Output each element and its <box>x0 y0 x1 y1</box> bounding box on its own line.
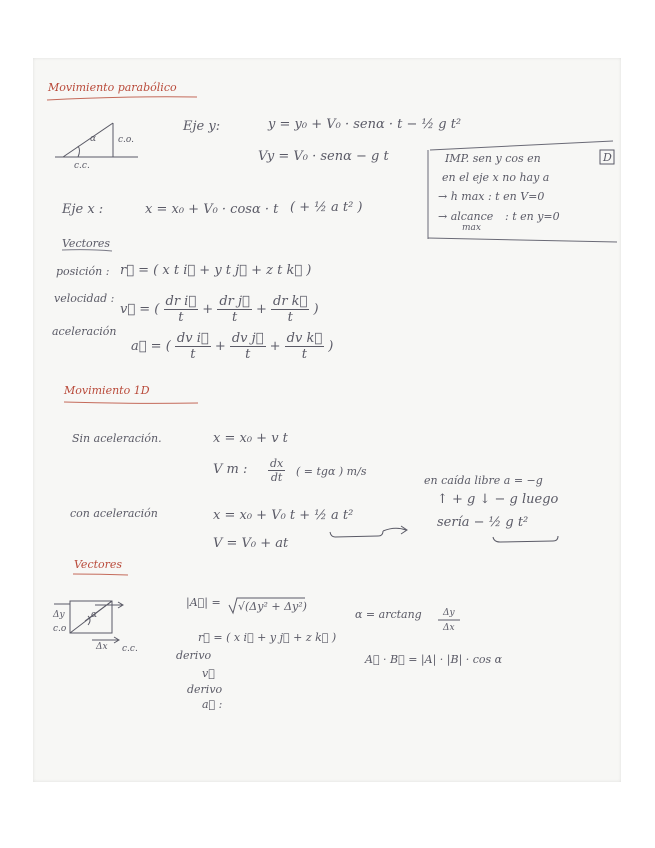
caida-libre-line-1: en caída libre a = −g <box>424 474 543 487</box>
triangle-adjacent: c.c. <box>74 161 90 171</box>
vel-term-j: $\frac{\text{dr j⃗}}{t}$ <box>219 294 250 325</box>
vm-denominator: dt <box>270 471 283 484</box>
vy-equation: Vy = V₀ · senα − g t <box>258 149 389 164</box>
con-aceleracion-equation: x = x₀ + V₀ t + ½ a t² <box>213 508 354 523</box>
vector-cc: c.c. <box>122 644 138 654</box>
section-title-1d: Movimiento 1D <box>64 384 150 397</box>
velocidad-prefix: v⃗ = ( <box>120 302 160 317</box>
v-vector: v⃗ <box>202 667 215 680</box>
velocidad-label: velocidad : <box>54 292 115 305</box>
note-line-2: en el eje x no hay a <box>442 171 550 184</box>
velocidad-equation: v⃗ = ( $\frac{\text{dr i⃗}}{t}$ + $\frac{\text{dr j⃗}}{t}$ + $\frac{\text{dr k⃗}}{t}$ ) <box>120 294 319 325</box>
acc-term-j: $\frac{\text{dv j⃗}}{t}$ <box>231 331 264 362</box>
vel-term-i: $\frac{\text{dr i⃗}}{t}$ <box>165 294 197 325</box>
section-title-vectores-1: Vectores <box>62 237 111 250</box>
eje-y-equation: y = y₀ + V₀ · senα · t − ½ g t² <box>268 117 462 132</box>
aceleracion-equation: a⃗ = ( $\frac{\text{dv i⃗}}{t}$ + $\frac{\text{dv j⃗}}{t}$ + $\frac{\text{dv k⃗}}{t}$ ) <box>131 331 334 362</box>
vector-delta-x: Δx <box>96 642 108 652</box>
vm-rest: ( = tgα ) m/s <box>296 465 367 478</box>
vm-fraction <box>268 458 285 483</box>
eje-x-extra: ( + ½ a t² ) <box>290 200 363 215</box>
dot-product-equation: A⃗ · B⃗ = |A| · |B| · cos α <box>365 653 503 666</box>
section-title-parabolic: Movimiento parabólico <box>48 81 177 94</box>
eje-x-label: Eje x : <box>62 202 104 217</box>
vm-label: V m : <box>213 462 248 477</box>
eje-x-equation: x = x₀ + V₀ · cosα · t <box>145 202 279 217</box>
vector-delta-y: Δy <box>53 610 65 620</box>
note-line-3: → h max : t en V=0 <box>438 190 545 203</box>
note-line-4b: : t en y=0 <box>505 210 560 223</box>
alpha-equation: α = arctang <box>355 608 422 621</box>
r-vector-equation: r⃗ = ( x i⃗ + y j⃗ + z k⃗ ) <box>198 631 337 644</box>
aceleracion-label: aceleración <box>52 325 117 338</box>
posicion-label: posición : <box>56 265 110 278</box>
derivo-label-1: derivo <box>176 649 212 662</box>
alpha-denominator: Δx <box>443 623 455 633</box>
section-title-vectores-2: Vectores <box>74 558 123 571</box>
sin-aceleracion-label: Sin aceleración. <box>72 432 162 445</box>
derivo-label-2: derivo <box>187 683 223 696</box>
aceleracion-prefix: a⃗ = ( <box>131 339 171 354</box>
acc-term-i: $\frac{\text{dv i⃗}}{t}$ <box>176 331 209 362</box>
con-aceleracion-label: con aceleración <box>70 507 158 520</box>
note-boxed-d: D <box>603 151 612 164</box>
sin-aceleracion-equation: x = x₀ + v t <box>213 431 288 446</box>
triangle-opposite: c.o. <box>118 135 135 145</box>
caida-libre-line-2: ↑ + g ↓ − g luego <box>437 492 559 507</box>
caida-libre-line-3: sería − ½ g t² <box>437 515 529 530</box>
eje-y-label: Eje y: <box>183 119 221 134</box>
note-line-4c: max <box>462 223 481 233</box>
vm-numerator: dx <box>270 457 284 470</box>
vel-term-k: $\frac{\text{dr k⃗}}{t}$ <box>273 294 308 325</box>
velocity-equation: V = V₀ + at <box>213 536 289 551</box>
alpha-numerator: Δy <box>443 608 455 618</box>
note-line-1: IMP. sen y cos en <box>445 152 541 165</box>
posicion-equation: r⃗ = ( x t i⃗ + y t j⃗ + z t k⃗ ) <box>120 263 312 278</box>
a-vector: a⃗ : <box>202 698 223 711</box>
triangle-angle: α <box>90 134 97 144</box>
note-line-4a: → alcance <box>438 210 494 223</box>
magnitude-equation: √(Δy² + Δy²) <box>238 600 307 613</box>
magnitude-label: |A⃗| = <box>186 596 221 609</box>
vector-co: c.o <box>53 624 67 634</box>
vector-angle: α <box>91 610 98 620</box>
acc-term-k: $\frac{\text{dv k⃗}}{t}$ <box>286 331 323 362</box>
